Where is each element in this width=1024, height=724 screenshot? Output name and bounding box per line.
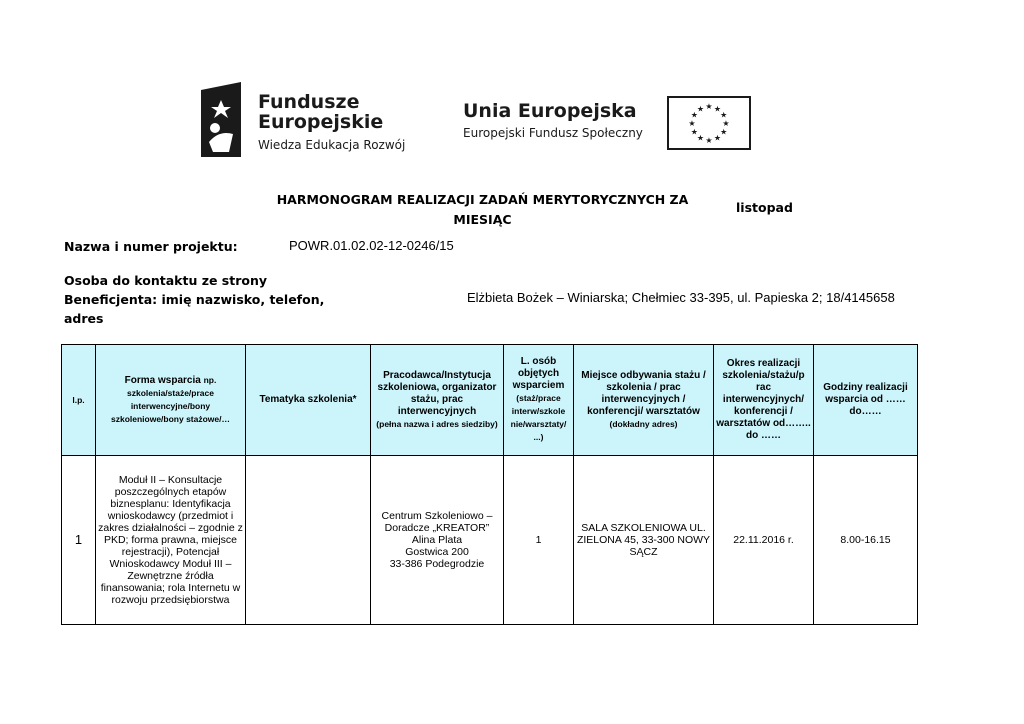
eu-star-icon: ★ bbox=[705, 136, 713, 145]
contact-label-line3: adres bbox=[64, 311, 104, 326]
logo-band bbox=[183, 64, 770, 176]
col-header-godziny: Godziny realizacji wsparcia od …… do…… bbox=[814, 345, 918, 456]
col-header-lp: l.p. bbox=[62, 345, 96, 456]
month-label: listopad bbox=[736, 200, 793, 215]
contact-label-line2: Beneficjenta: imię nazwisko, telefon, bbox=[64, 292, 325, 307]
col-header-osob: L. osób objętych wsparciem (staż/prace interw/szkole nie/warsztaty/ ...) bbox=[504, 345, 574, 456]
contact-value: Elżbieta Bożek – Winiarska; Chełmiec 33-395, ul. Papieska 2; 18/4145658 bbox=[467, 290, 895, 305]
col-header-tematyka: Tematyka szkolenia* bbox=[246, 345, 371, 456]
col-header-okres: Okres realizacji szkolenia/stażu/p rac interwencyjnych/ konferencji / warsztatów od…….. do …… bbox=[714, 345, 814, 456]
contact-label bbox=[64, 271, 324, 328]
eu-star-icon: ★ bbox=[696, 133, 705, 143]
table-row bbox=[62, 456, 918, 625]
cell-osob: 1 bbox=[504, 456, 574, 625]
eu-star-icon: ★ bbox=[720, 127, 728, 137]
page-title: HARMONOGRAM REALIZACJI ZADAŃ MERYTORYCZNYCH ZA MIESIĄC bbox=[276, 192, 689, 227]
eu-star-icon: ★ bbox=[713, 104, 722, 114]
cell-godziny: 8.00-16.15 bbox=[814, 456, 918, 625]
eu-star-icon: ★ bbox=[713, 133, 722, 143]
eu-star-icon: ★ bbox=[705, 102, 713, 111]
project-value: POWR.01.02.02-12-0246/15 bbox=[289, 238, 454, 253]
fundusze-europejskie-wordmark bbox=[258, 92, 405, 152]
eu-star-icon: ★ bbox=[696, 104, 705, 114]
eu-star-icon: ★ bbox=[720, 110, 728, 120]
eu-star-icon: ★ bbox=[690, 127, 698, 137]
cell-lp: 1 bbox=[62, 456, 96, 625]
cell-forma: Moduł II – Konsultacje poszczególnych etapów biznesplanu: Identyfikacja wnioskodawcy (przedmiot i zakres działalności – zgodnie z PKD; forma prawna, miejsce rejestracji), Potencjał Wnioskodawcy Moduł III – Zewnętrzne źródła finansowania; rola Internetu w rozwoju przedsiębiorstwa bbox=[96, 456, 246, 625]
eu-wordmark bbox=[463, 100, 643, 140]
eu-star-icon: ★ bbox=[690, 110, 698, 120]
eu-star-icon: ★ bbox=[688, 119, 696, 128]
contact-label-line1: Osoba do kontaktu ze strony bbox=[64, 273, 268, 288]
cell-miejsce: SALA SZKOLENIOWA UL. ZIELONA 45, 33-300 NOWY SĄCZ bbox=[574, 456, 714, 625]
eu-name: Unia Europejska bbox=[463, 100, 637, 122]
eu-star-icon: ★ bbox=[722, 119, 730, 128]
project-label: Nazwa i numer projektu: bbox=[64, 239, 238, 254]
cell-okres: 22.11.2016 r. bbox=[714, 456, 814, 625]
schedule-table bbox=[61, 344, 918, 625]
fundusze-europejskie-logo-icon bbox=[201, 82, 241, 157]
col-header-miejsce: Miejsce odbywania stażu / szkolenia / prac interwencyjnych / konferencji/ warsztatów (dokładny adres) bbox=[574, 345, 714, 456]
col-header-pracodawca: Pracodawca/Instytucja szkoleniowa, organizator stażu, prac interwencyjnych (pełna nazwa i adres siedziby) bbox=[371, 345, 504, 456]
fe-subtitle: Wiedza Edukacja Rozwój bbox=[258, 138, 406, 152]
table-header-row bbox=[62, 345, 918, 456]
cell-pracodawca: Centrum Szkoleniowo – Doradcze „KREATOR” Alina Plata Gostwica 200 33-386 Podegrodzie bbox=[371, 456, 504, 625]
eu-subtitle: Europejski Fundusz Społeczny bbox=[463, 126, 643, 140]
col-header-forma: Forma wsparcia np. szkolenia/staże/prace interwencyjne/bony szkoleniowe/bony stażowe/… bbox=[96, 345, 246, 456]
cell-tematyka bbox=[246, 456, 371, 625]
eu-flag-icon bbox=[667, 96, 751, 150]
fe-line2: Europejskie bbox=[258, 111, 384, 133]
fe-line1: Fundusze bbox=[258, 91, 360, 113]
